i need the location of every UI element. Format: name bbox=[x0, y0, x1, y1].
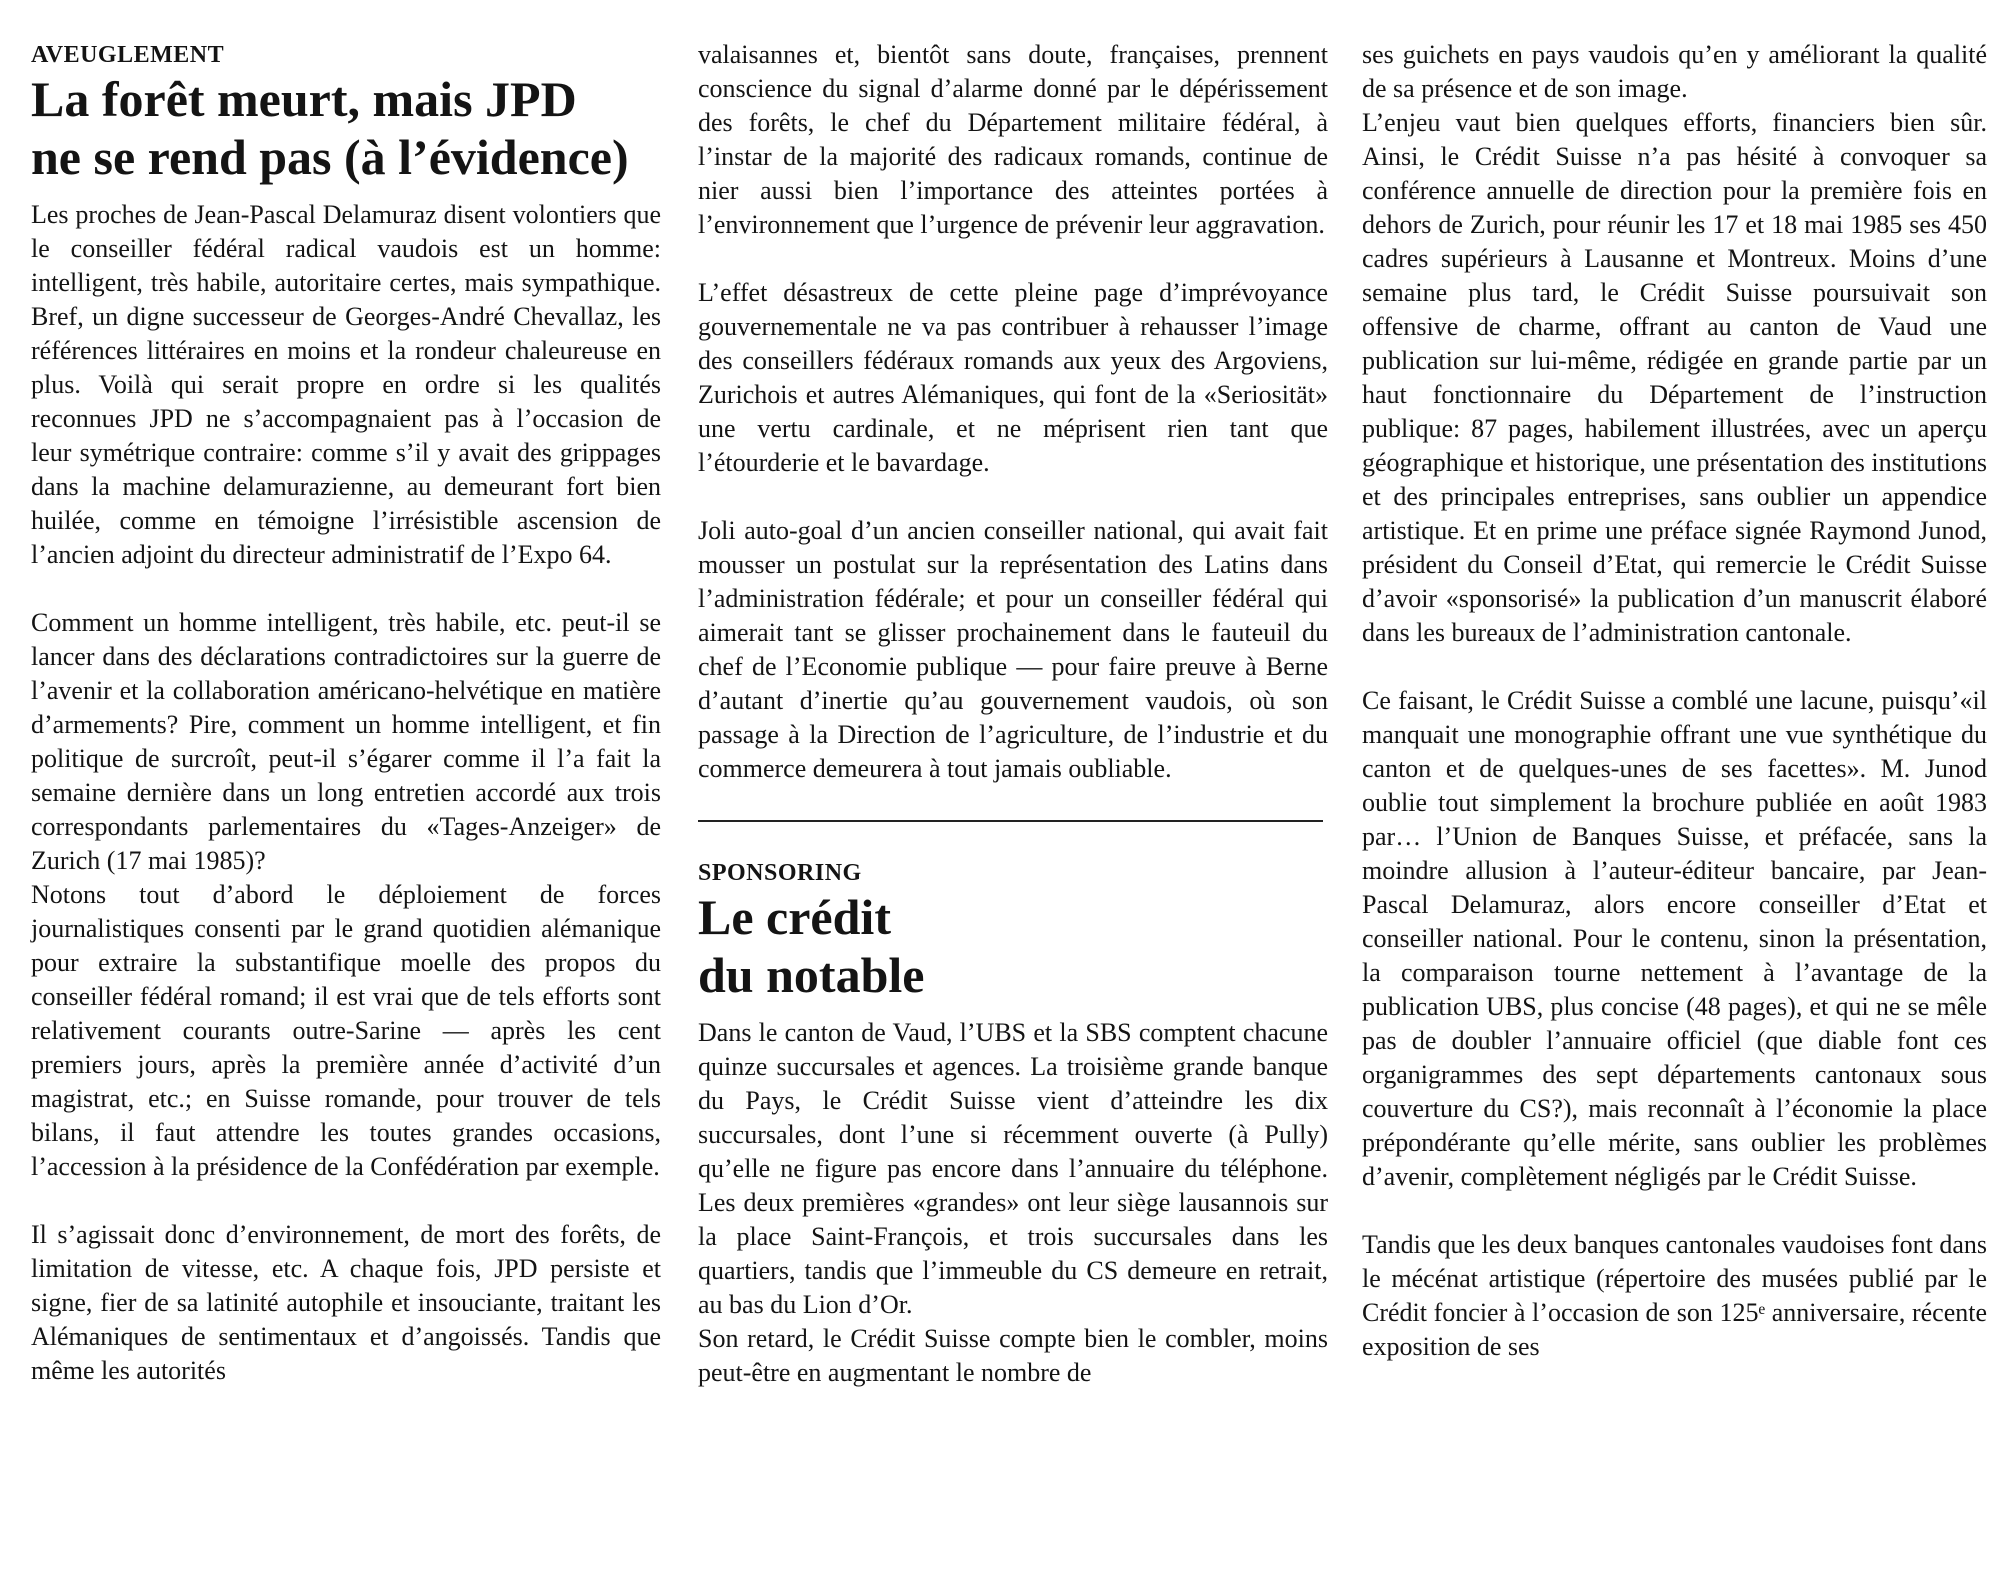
article2-headline bbox=[698, 888, 1328, 1004]
article2-paragraph-6: Tandis que les deux banques cantonales vaudoises font dans le mécénat artistique (répertoire des musées publié par le Crédit foncier à l’occasion de son 125ᵉ anniversaire, récente exposition de ses bbox=[1362, 1230, 1987, 1361]
article2-paragraph-5: Ce faisant, le Crédit Suisse a comblé une lacune, puisqu’«il manquait une monographie offrant une vue synthétique du canton et de quelques-unes de ses facettes». M. Junod oublie tout simplement la brochure publiée en août 1983 par… l’Union de Banques Suisse, et préfacée, sans la moindre allusion à l’auteur-éditeur bancaire, par Jean-Pascal Delamuraz, alors encore conseiller d’Etat et conseiller national. Pour le contenu, sinon la présentation, la comparaison tourne nettement à l’avantage de la publication UBS, plus concise (48 pages), et qui ne se mêle pas de doubler l’annuaire officiel (que diable font ces organigrammes des sept départements cantonaux sous couverture du CS?), mais reconnaît à l’économie la place prépondérante qu’elle mérite, sans oublier les problèmes d’avenir, complètement négligés par le Crédit Suisse. bbox=[1362, 686, 1987, 1191]
article2-paragraph-2: Son retard, le Crédit Suisse compte bien le combler, moins peut-être en augmentant le nombre de bbox=[698, 1324, 1328, 1387]
article1-paragraph-5: valaisannes et, bientôt sans doute, françaises, prennent conscience du signal d’alarme donné par le dépérissement des forêts, le chef du Département militaire fédéral, à l’instar de la majorité des radicaux romands, continue de nier aussi bien l’importance des atteintes portées à l’environnement que l’urgence de prévenir leur aggravation. bbox=[698, 40, 1328, 239]
column-3 bbox=[1362, 38, 1987, 1364]
article2-paragraph-4: L’enjeu vaut bien quelques efforts, financiers bien sûr. Ainsi, le Crédit Suisse n’a pas hésité à convoquer sa conférence annuelle de direction pour la première fois en dehors de Zurich, pour réunir les 17 et 18 mai 1985 ses 450 cadres supérieurs à Lausanne et Montreux. Moins d’une semaine plus tard, le Crédit Suisse poursuivait son offensive de charme, offrant au canton de Vaud une publication sur lui-même, rédigée en grande partie par un haut fonctionnaire du Département de l’instruction publique: 87 pages, habilement illustrées, avec un aperçu géographique et historique, une présentation des institutions et des principales entreprises, sans oublier un appendice artistique. Et en prime une préface signée Raymond Junod, président du Conseil d’Etat, qui remercie le Crédit Suisse d’avoir «sponsorisé» la publication d’un manuscrit élaboré dans les bureaux de l’administration cantonale. bbox=[1362, 108, 1987, 647]
article2-headline-line1: Le crédit bbox=[698, 889, 891, 945]
article1-headline-line2: ne se rend pas (à l’évidence) bbox=[31, 129, 629, 185]
article2-paragraph-3: ses guichets en pays vaudois qu’en y améliorant la qualité de sa présence et de son image. bbox=[1362, 40, 1987, 103]
section-divider bbox=[698, 820, 1323, 822]
article2-paragraph-1: Dans le canton de Vaud, l’UBS et la SBS comptent chacune quinze succursales et agences. La troisième grande banque du Pays, le Crédit Suisse vient d’atteindre les dix succursales, dont l’une si récemment ouverte (à Pully) qu’elle ne figure pas encore dans l’annuaire du téléphone. Les deux premières «grandes» ont leur siège lausannois sur la place Saint-François, et trois succursales dans les quartiers, tandis que l’immeuble du CS demeure en retrait, au bas du Lion d’Or. bbox=[698, 1018, 1328, 1319]
article2-kicker: SPONSORING bbox=[698, 860, 862, 886]
column-2 bbox=[698, 38, 1328, 1390]
article1-paragraph-4: Il s’agissait donc d’environnement, de mort des forêts, de limitation de vitesse, etc. A chaque fois, JPD persiste et signe, fier de sa latinité autophile et insouciante, traitant les Alémaniques de sentimentaux et d’angoissés. Tandis que même les autorités bbox=[31, 1220, 661, 1385]
article1-paragraph-1: Les proches de Jean-Pascal Delamuraz disent volontiers que le conseiller fédéral radical vaudois est un homme: intelligent, très habile, autoritaire certes, mais sympathique. Bref, un digne successeur de Georges-André Chevallaz, les références littéraires en moins et la rondeur chaleureuse en plus. Voilà qui serait propre en ordre si les qualités reconnues JPD ne s’accompagnaient pas à l’occasion de leur symétrique contraire: comme s’il y avait des grippages dans la machine delamurazienne, au demeurant fort bien huilée, comme en témoigne l’irrésistible ascension de l’ancien adjoint du directeur administratif de l’Expo 64. bbox=[31, 200, 661, 569]
column-1 bbox=[31, 38, 661, 1388]
article1-paragraph-7: Joli auto-goal d’un ancien conseiller national, qui avait fait mousser un postulat sur la représentation des Latins dans l’administration fédérale; et pour un conseiller fédéral qui aimerait tant se glisser prochainement dans le fauteuil du chef de l’Economie publique — pour faire preuve à Berne d’autant d’inertie qu’au gouvernement vaudois, où son passage à la Direction de l’agriculture, de l’industrie et du commerce demeurera à tout jamais oubliable. bbox=[698, 516, 1328, 783]
article2-headline-line2: du notable bbox=[698, 947, 925, 1003]
article1-kicker: AVEUGLEMENT bbox=[31, 42, 225, 68]
article1-headline-line1: La forêt meurt, mais JPD bbox=[31, 71, 577, 127]
article1-paragraph-3: Notons tout d’abord le déploiement de forces journalistiques consenti par le grand quotidien alémanique pour extraire la substantifique moelle des propos du conseiller fédéral romand; il est vrai que de tels efforts sont relativement courants outre-Sarine — après les cent premiers jours, après la première année d’activité d’un magistrat, etc.; en Suisse romande, pour trouver de tels bilans, il faut attendre les toutes grandes occasions, l’accession à la présidence de la Confédération par exemple. bbox=[31, 880, 661, 1181]
article1-paragraph-6: L’effet désastreux de cette pleine page d’imprévoyance gouvernementale ne va pas contribuer à rehausser l’image des conseillers fédéraux romands aux yeux des Argoviens, Zurichois et autres Alémaniques, qui font de la «Seriosität» une vertu cardinale, et ne méprisent rien tant que l’étourderie et le bavardage. bbox=[698, 278, 1328, 477]
article1-paragraph-2: Comment un homme intelligent, très habile, etc. peut-il se lancer dans des déclarations contradictoires sur la guerre de l’avenir et la collaboration américano-helvétique en matière d’armements? Pire, comment un homme intelligent, et fin politique de surcroît, peut-il s’égarer comme il l’a fait la semaine dernière dans un long entretien accordé aux trois correspondants parlementaires du «Tages-Anzeiger» de Zurich (17 mai 1985)? bbox=[31, 608, 661, 875]
article1-headline bbox=[31, 70, 661, 186]
